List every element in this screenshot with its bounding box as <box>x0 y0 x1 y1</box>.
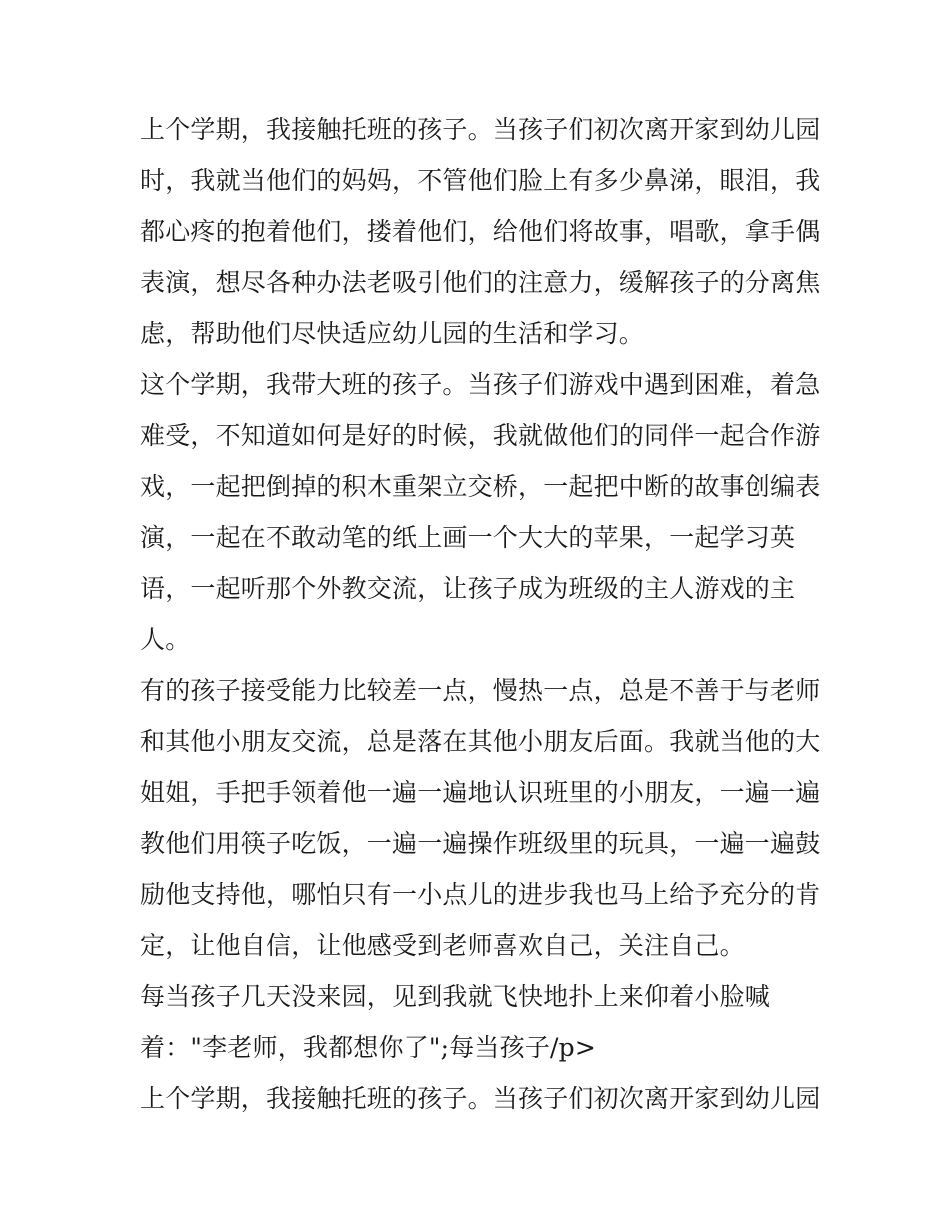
text-line: 有的孩子接受能力比较差一点，慢热一点，总是不善于与老师 <box>140 676 821 705</box>
text-line: 难受，不知道如何是好的时候，我就做他们的同伴一起合作游 <box>140 421 821 450</box>
text-line: 姐姐，手把手领着他一遍一遍地认识班里的小朋友，一遍一遍 <box>140 778 821 807</box>
text-line: 教他们用筷子吃饭，一遍一遍操作班级里的玩具，一遍一遍鼓 <box>140 829 821 858</box>
text-line: 戏，一起把倒掉的积木重架立交桥，一起把中断的故事创编表 <box>140 472 821 501</box>
text-line: 和其他小朋友交流，总是落在其他小朋友后面。我就当他的大 <box>140 727 821 756</box>
text-line: 表演，想尽各种办法老吸引他们的注意力，缓解孩子的分离焦 <box>140 268 821 297</box>
text-line: 时，我就当他们的妈妈，不管他们脸上有多少鼻涕，眼泪，我 <box>140 166 821 195</box>
text-line: 励他支持他，哪怕只有一小点儿的进步我也马上给予充分的肯 <box>140 880 821 909</box>
text-line: 语，一起听那个外教交流，让孩子成为班级的主人游戏的主 <box>140 574 796 603</box>
text-line: 上个学期，我接触托班的孩子。当孩子们初次离开家到幼儿园 <box>140 1084 821 1113</box>
text-line: 人。 <box>140 625 191 654</box>
text-line: 这个学期，我带大班的孩子。当孩子们游戏中遇到困难，着急 <box>140 370 821 399</box>
text-line: 定，让他自信，让他感受到老师喜欢自己，关注自己。 <box>140 931 745 960</box>
text-line: 虑，帮助他们尽快适应幼儿园的生活和学习。 <box>140 319 645 348</box>
text-line: 上个学期，我接触托班的孩子。当孩子们初次离开家到幼儿园 <box>140 115 821 144</box>
text-line: 每当孩子几天没来园，见到我就飞快地扑上来仰着小脸喊 <box>140 982 771 1011</box>
text-line: 都心疼的抱着他们，搂着他们，给他们将故事，唱歌，拿手偶 <box>140 217 821 246</box>
text-line: 着："李老师，我都想你了";每当孩子/p> <box>140 1033 596 1062</box>
text-line: 演，一起在不敢动笔的纸上画一个大大的苹果，一起学习英 <box>140 523 796 552</box>
